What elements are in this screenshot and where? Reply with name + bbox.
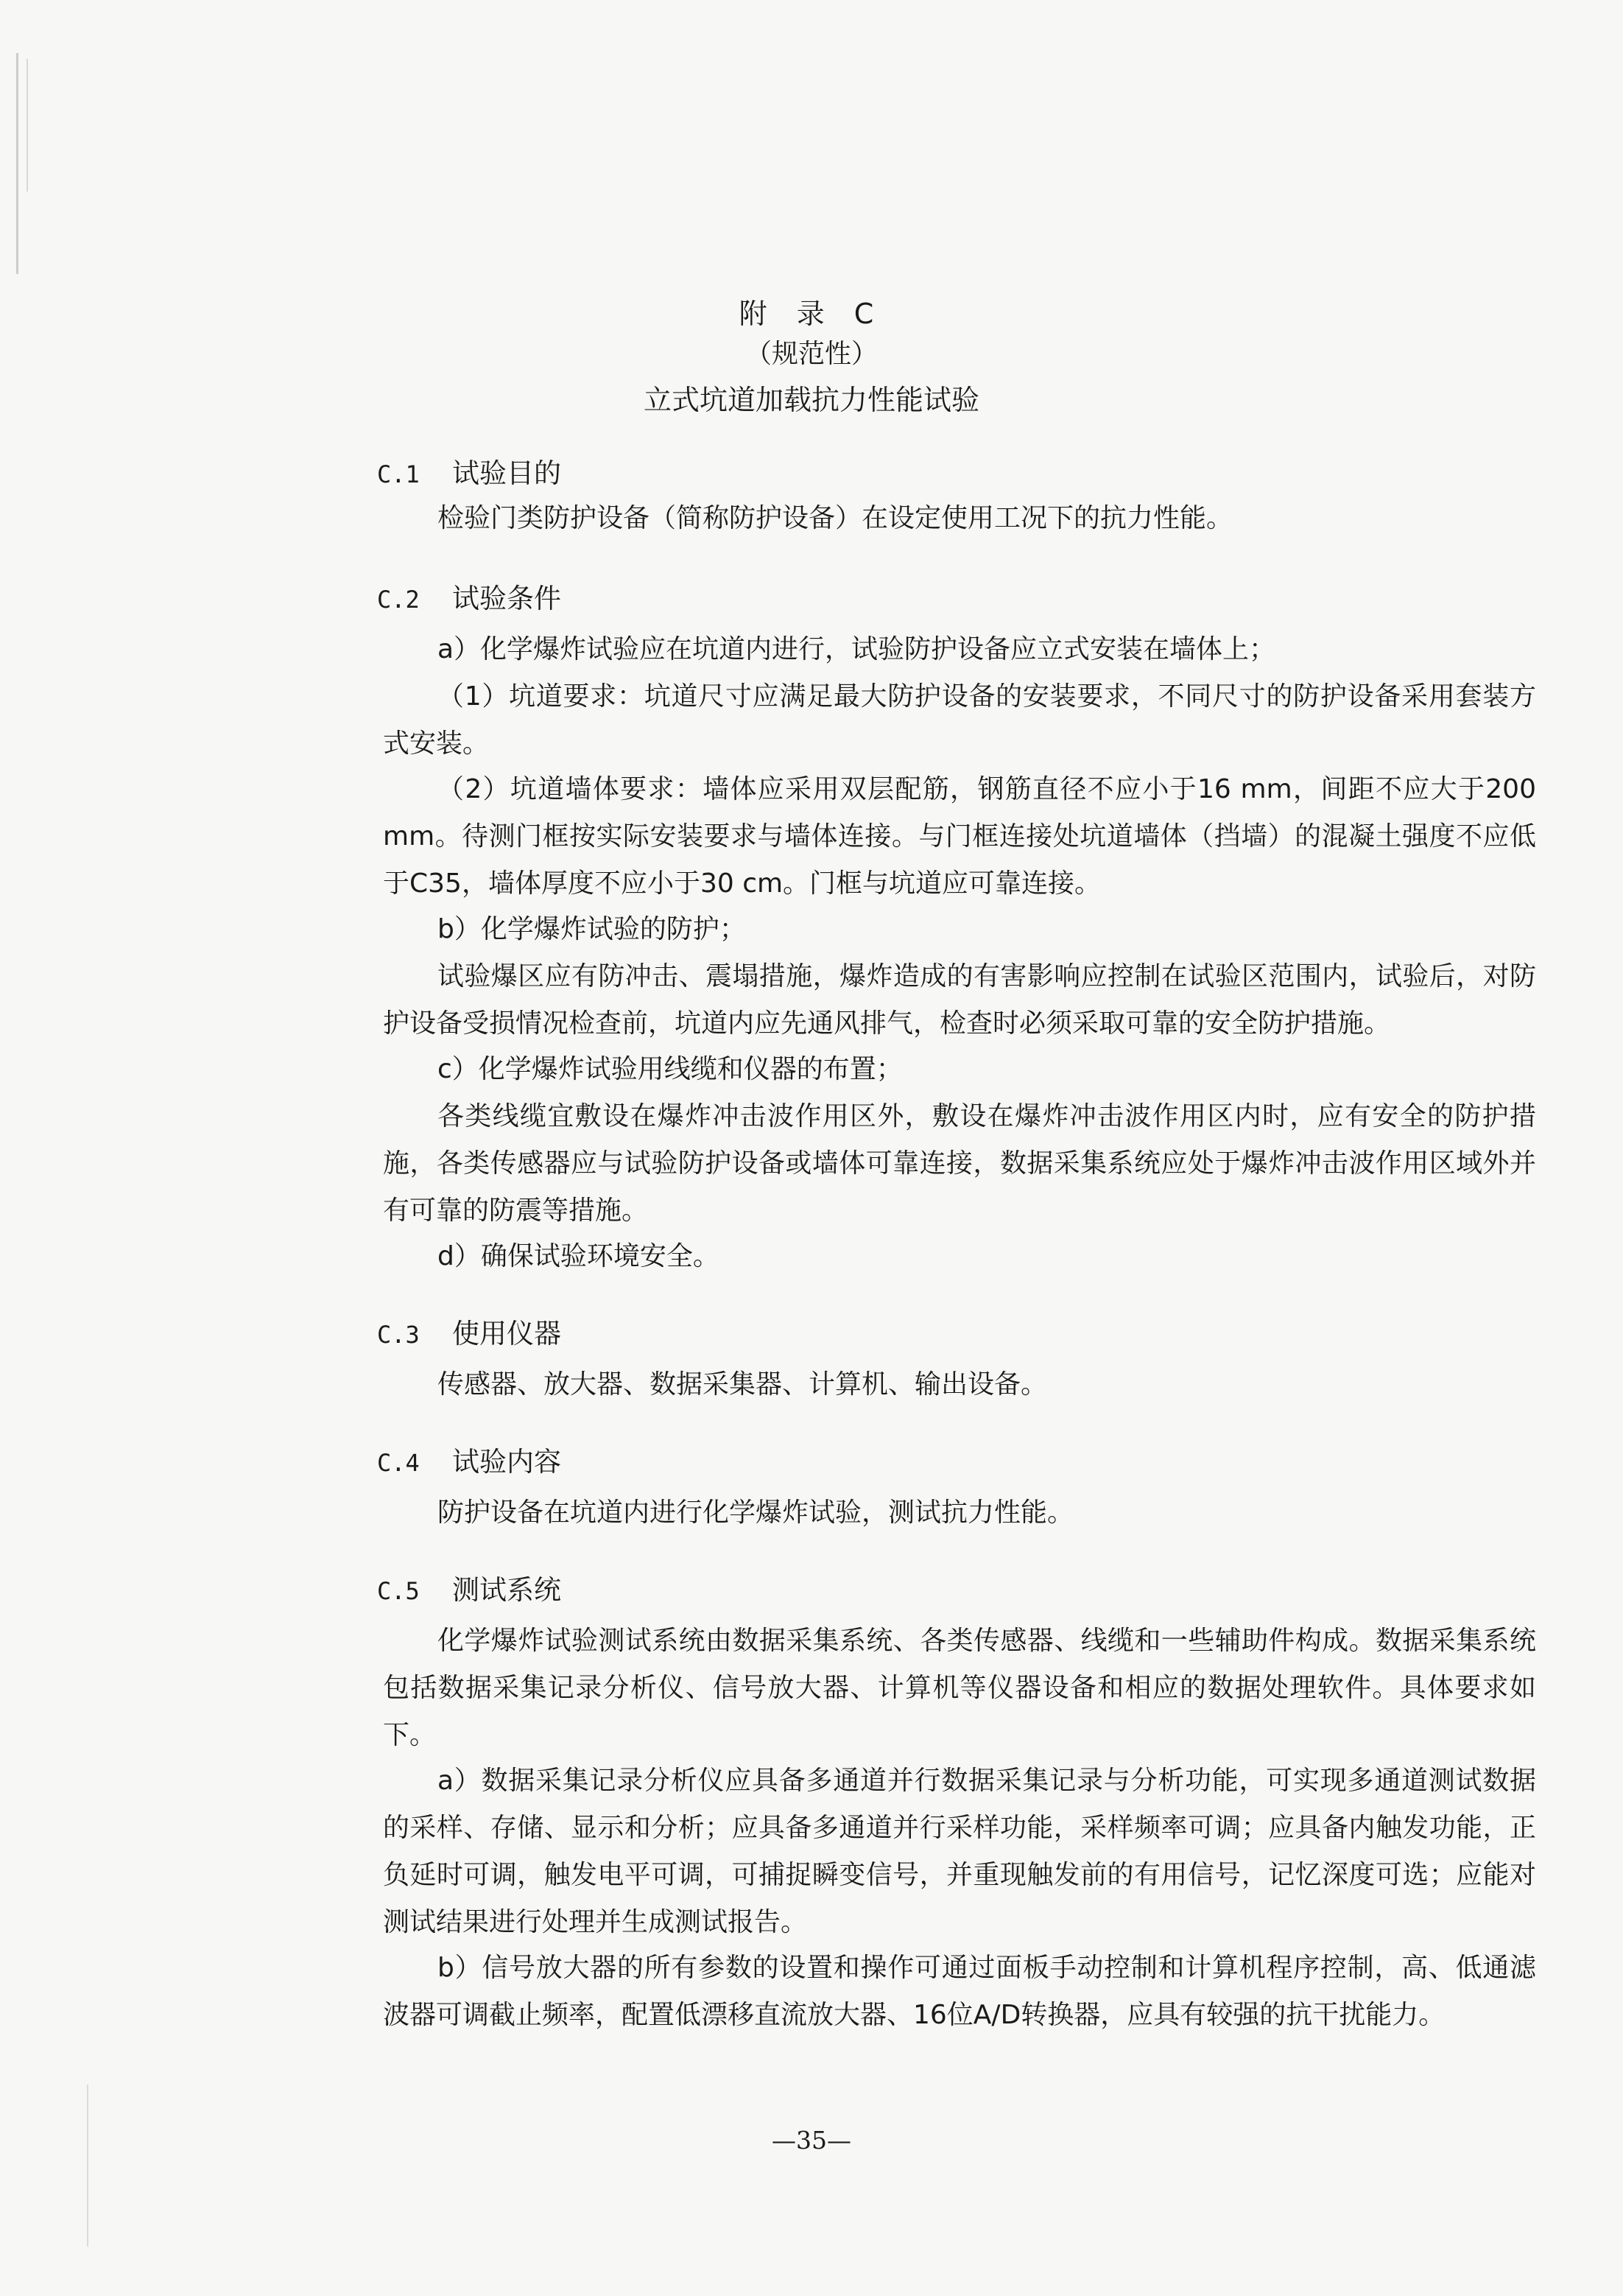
section-title: 试验目的 <box>452 457 561 489</box>
section-title: 使用仪器 <box>452 1318 561 1349</box>
appendix-title: 附 录 C <box>739 298 884 330</box>
paragraph: 防护设备在坑道内进行化学爆炸试验，测试抗力性能。 <box>437 1498 1074 1528</box>
section-title: 测试系统 <box>452 1574 561 1606</box>
section-number: C.1 <box>377 460 420 488</box>
paragraph: （2）坑道墙体要求：墙体应采用双层配筋，钢筋直径不应小于16 mm，间距不应大于200 mm。待测门框按实际安装要求与墙体连接。与门框连接处坑道墙体（挡墙）的混凝土强度不应低于C35，墙体厚度不应小于30 cm。门框与坑道应可靠连接。 <box>383 774 1536 899</box>
paragraph: 试验爆区应有防冲击、震塌措施，爆炸造成的有害影响应控制在试验区范围内，试验后，对防护设备受损情况检查前，坑道内应先通风排气，检查时必须采取可靠的安全防护措施。 <box>383 961 1536 1039</box>
section-title: 试验内容 <box>452 1446 561 1478</box>
appendix-nature: （规范性） <box>744 339 878 369</box>
page-number: —35— <box>772 2126 851 2155</box>
section-heading-c3 <box>377 1311 561 1351</box>
appendix-heading: 立式坑道加载抗力性能试验 <box>643 384 979 416</box>
paragraph: d）确保试验环境安全。 <box>437 1241 719 1271</box>
paragraph: 检验门类防护设备（简称防护设备）在设定使用工况下的抗力性能。 <box>437 503 1233 533</box>
section-number: C.5 <box>377 1577 420 1605</box>
paragraph: 传感器、放大器、数据采集器、计算机、输出设备。 <box>437 1369 1048 1400</box>
section-heading-c1 <box>377 451 561 491</box>
section-number: C.4 <box>377 1449 420 1477</box>
scan-artifact <box>27 59 28 192</box>
section-number: C.2 <box>377 586 420 614</box>
section-title: 试验条件 <box>452 583 561 614</box>
paragraph: b）信号放大器的所有参数的设置和操作可通过面板手动控制和计算机程序控制，高、低通滤波器可调截止频率，配置低漂移直流放大器、16位A/D转换器，应具有较强的抗干扰能力。 <box>383 1953 1536 2030</box>
paragraph: a）化学爆炸试验应在坑道内进行，试验防护设备应立式安装在墙体上； <box>437 634 1276 664</box>
paragraph: b）化学爆炸试验的防护； <box>437 914 746 944</box>
paragraph: c）化学爆炸试验用线缆和仪器的布置； <box>437 1054 903 1084</box>
paragraph: 化学爆炸试验测试系统由数据采集系统、各类传感器、线缆和一些辅助件构成。数据采集系统包括数据采集记录分析仪、信号放大器、计算机等仪器设备和相应的数据处理软件。具体要求如下。 <box>383 1626 1536 1750</box>
scan-artifact <box>16 53 18 274</box>
section-heading-c5 <box>377 1567 561 1607</box>
paragraph: a）数据采集记录分析仪应具备多通道并行数据采集记录与分析功能，可实现多通道测试数据的采样、存储、显示和分析；应具备多通道并行采样功能，采样频率可调；应具备内触发功能，正负延时可调，触发电平可调，可捕捉瞬变信号，并重现触发前的有用信号，记忆深度可选；应能对测试结果进行处理并生成测试报告。 <box>383 1766 1536 1937</box>
section-heading-c2 <box>377 576 561 616</box>
section-heading-c4 <box>377 1439 561 1479</box>
section-number: C.3 <box>377 1321 420 1349</box>
paragraph: 各类线缆宜敷设在爆炸冲击波作用区外，敷设在爆炸冲击波作用区内时，应有安全的防护措施，各类传感器应与试验防护设备或墙体可靠连接，数据采集系统应处于爆炸冲击波作用区域外并有可靠的防震等措施。 <box>383 1101 1536 1226</box>
paragraph: （1）坑道要求：坑道尺寸应满足最大防护设备的安装要求，不同尺寸的防护设备采用套装方式安装。 <box>383 681 1536 759</box>
scan-artifact <box>87 2085 88 2247</box>
